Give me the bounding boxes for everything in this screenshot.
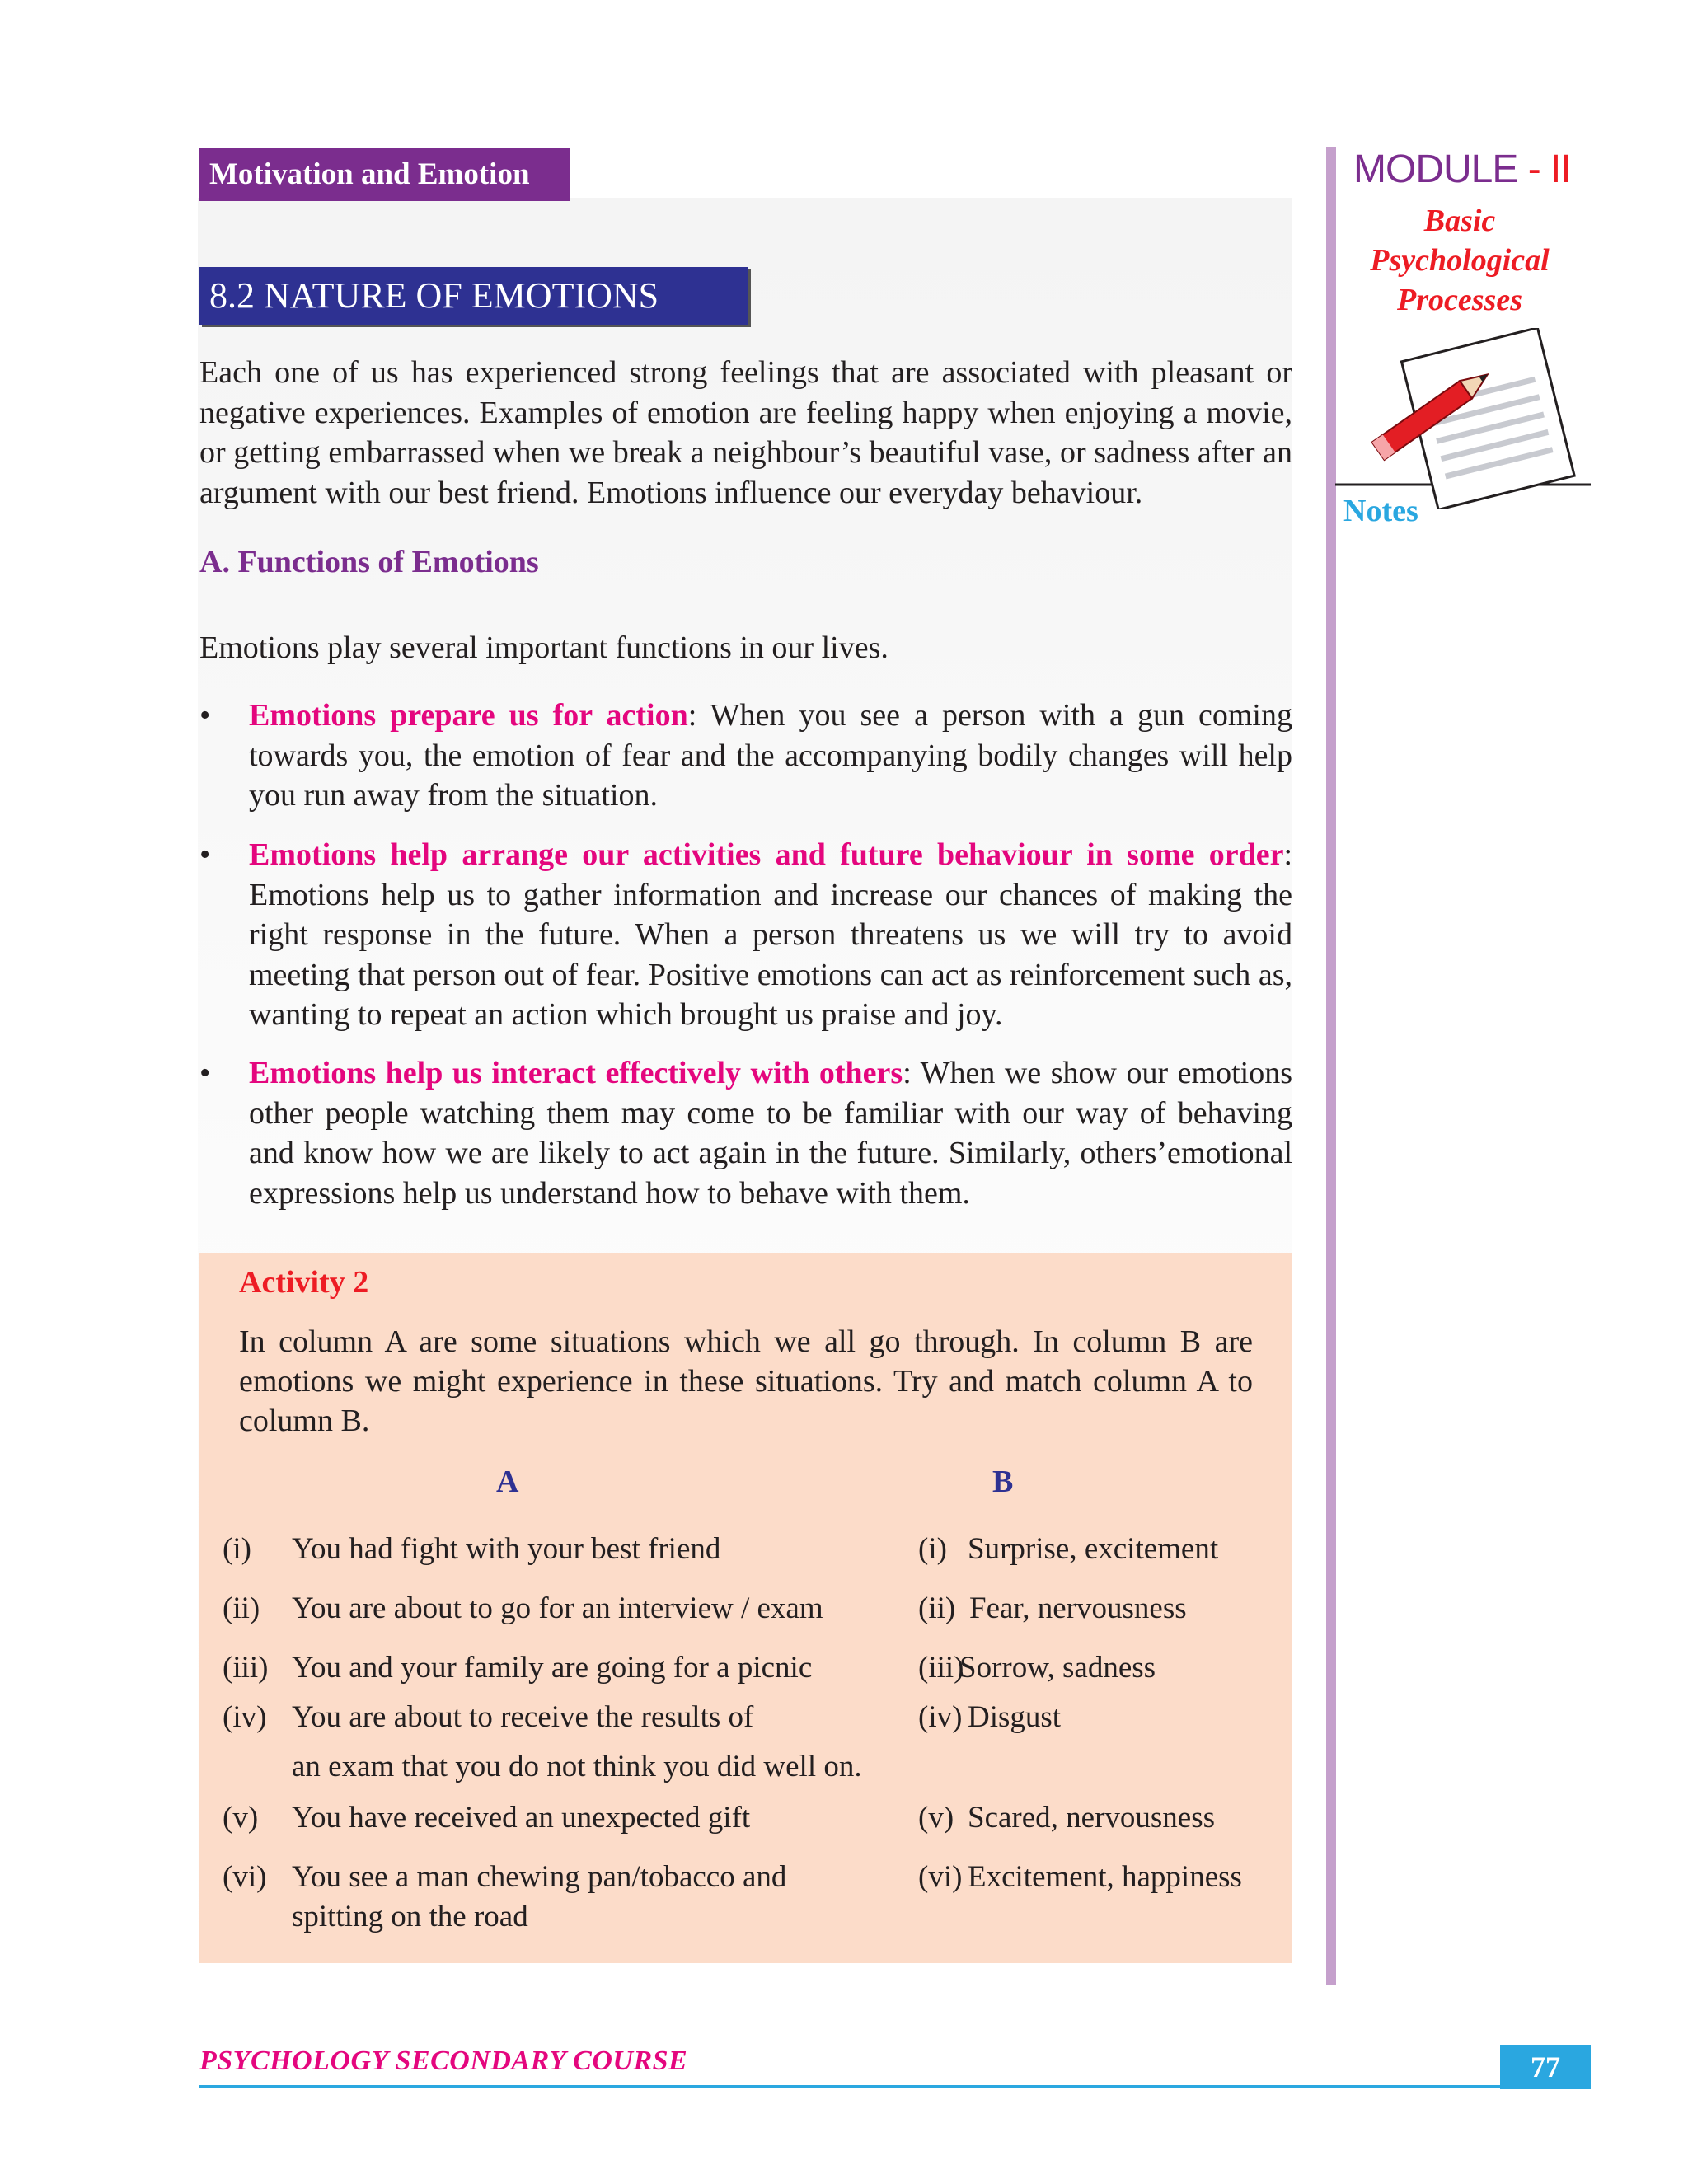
module-label: MODULE	[1353, 148, 1518, 191]
functions-subheading: A. Functions of Emotions	[199, 545, 539, 579]
column-b-number: (ii)	[918, 1591, 956, 1625]
column-b-text: Sorrow, sadness	[959, 1651, 1156, 1685]
bullet-item	[199, 1053, 1292, 1213]
bullet-icon: •	[199, 698, 211, 733]
column-b-header: B	[992, 1465, 1014, 1499]
bullet-separator: :	[903, 1056, 912, 1090]
activity-title: Activity 2	[239, 1265, 369, 1300]
column-a-number: (i)	[223, 1532, 251, 1566]
module-title	[1353, 147, 1571, 192]
column-a-text: You are about to go for an interview / exam	[292, 1591, 823, 1625]
bullet-text: When we show our emotions other people watching them may come to be familiar with our way of behaving and know how we are likely to act again in the future. Similarly, others’emotional expressions help us understand how to behave with them.	[249, 1056, 1292, 1211]
module-subtitle-line: Processes	[1397, 283, 1522, 317]
section-heading: 8.2 NATURE OF EMOTIONS	[199, 267, 748, 325]
match-row	[199, 1698, 1292, 1788]
column-b-number: (v)	[918, 1801, 954, 1835]
column-b-number: (vi)	[918, 1860, 963, 1894]
column-a-number: (v)	[223, 1801, 259, 1835]
activity-instructions: In column A are some situations which we all go through. In column B are emotions we might experience in these situations. Try and match column A to column B.	[239, 1324, 1253, 1438]
footer-course-title: PSYCHOLOGY SECONDARY COURSE	[199, 2046, 688, 2076]
match-row	[199, 1648, 1292, 1688]
column-b-text: Surprise, excitement	[968, 1532, 1219, 1566]
match-row	[199, 1858, 1292, 1940]
notepad-with-pencil-icon	[1335, 328, 1591, 509]
column-a-text: You are about to receive the results of	[292, 1700, 754, 1734]
column-a-text-continued: an exam that you do not think you did well on.	[292, 1750, 862, 1783]
bullet-separator: :	[687, 698, 697, 733]
bullet-text: When you see a person with a gun coming towards you, the emotion of fear and the accompanying bodily changes will help you run away from the situation.	[249, 698, 1292, 813]
bullet-item	[199, 696, 1292, 816]
module-number: II	[1550, 148, 1571, 191]
chapter-tab: Motivation and Emotion	[199, 148, 570, 201]
module-dash: -	[1517, 148, 1551, 191]
column-a-number: (ii)	[223, 1591, 260, 1625]
match-row	[199, 1530, 1292, 1569]
intro-paragraph: Each one of us has experienced strong feelings that are associated with pleasant or negative experiences. Examples of emotion are feeling happy when enjoying a movie, or getting embarrassed when we break a neighbour’s beautiful vase, or sadness after an argument with our best friend. Emotions influence our everyday behaviour.	[199, 355, 1292, 510]
column-a-number: (vi)	[223, 1860, 267, 1894]
module-subtitle-line: Basic	[1423, 204, 1496, 238]
bullet-lead: Emotions help us interact effectively with others	[249, 1056, 903, 1090]
column-a-text: You have received an unexpected gift	[292, 1801, 751, 1835]
column-a-text: You see a man chewing pan/tobacco and	[292, 1860, 787, 1894]
footer-rule	[199, 2085, 1500, 2088]
functions-intro-paragraph: Emotions play several important functions in our lives.	[199, 630, 889, 665]
page-number: 77	[1500, 2045, 1591, 2089]
module-subtitle-line: Psychological	[1370, 243, 1550, 278]
column-a-text: You had fight with your best friend	[292, 1532, 721, 1566]
column-a-text-continued: spitting on the road	[292, 1900, 528, 1933]
column-b-text: Disgust	[968, 1700, 1062, 1734]
column-b-number: (i)	[918, 1532, 947, 1566]
activity-box	[199, 1253, 1292, 1963]
bullet-icon: •	[199, 837, 211, 872]
column-b-text: Scared, nervousness	[968, 1801, 1216, 1835]
column-b-text: Excitement, happiness	[968, 1860, 1242, 1894]
column-b-number: (iv)	[918, 1700, 963, 1734]
bullet-item	[199, 835, 1292, 1035]
match-row	[199, 1798, 1292, 1838]
bullet-lead: Emotions prepare us for action	[249, 698, 688, 733]
bullet-text: Emotions help us to gather information and increase our chances of making the right response in the future. When a person threatens us we will try to avoid meeting that person out of fear. Positive emotions can act as reinforcement such as, wanting to repeat an action which brought us praise and joy.	[249, 877, 1292, 1032]
column-a-number: (iv)	[223, 1700, 267, 1734]
column-a-header: A	[496, 1465, 519, 1499]
column-b-number: (iii)	[918, 1651, 964, 1685]
bullet-icon: •	[199, 1056, 211, 1090]
column-a-number: (iii)	[223, 1651, 269, 1685]
module-subtitle	[1339, 201, 1580, 320]
notes-label: Notes	[1343, 494, 1418, 528]
bullet-separator: :	[1283, 837, 1292, 872]
match-row	[199, 1589, 1292, 1629]
bullet-lead: Emotions help arrange our activities and future behaviour in some order	[249, 837, 1284, 872]
column-a-text: You and your family are going for a picnic	[292, 1651, 813, 1685]
column-b-text: Fear, nervousness	[969, 1591, 1187, 1625]
